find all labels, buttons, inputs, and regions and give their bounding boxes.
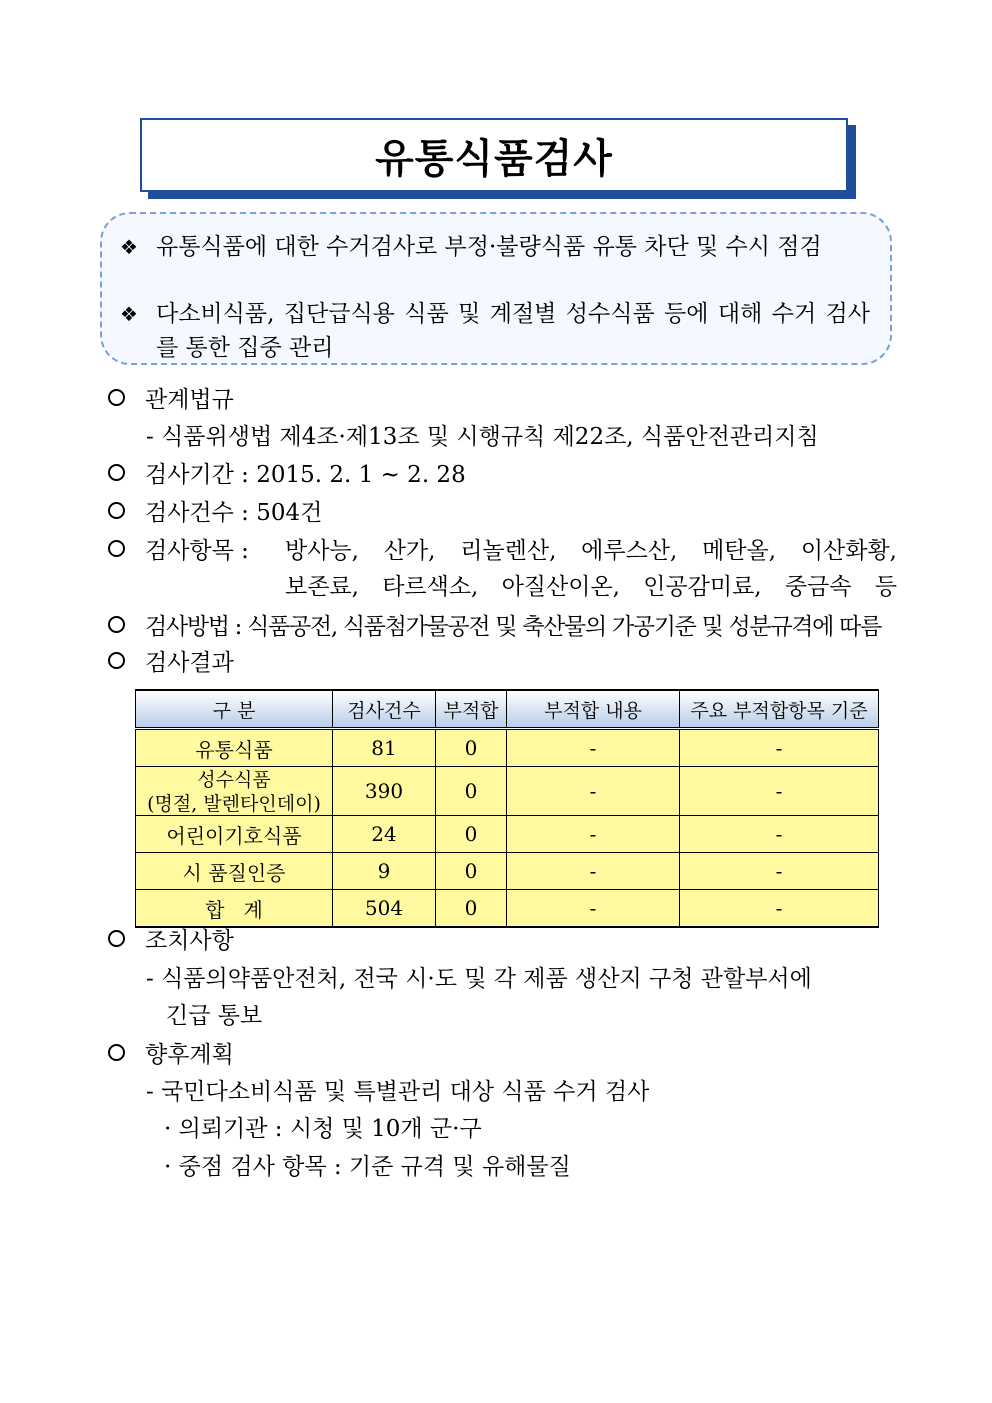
- item-entry: 등: [874, 574, 897, 600]
- result-label: 검사결과: [145, 650, 234, 676]
- item-entry: 타르색소,: [382, 574, 479, 600]
- circle-icon: [108, 540, 125, 557]
- cell-count: 504: [333, 890, 436, 928]
- cell-content: -: [507, 890, 680, 928]
- table-row: [136, 816, 879, 853]
- cell-fail: 0: [436, 729, 507, 767]
- result-table: [135, 689, 879, 928]
- summary-box: [100, 212, 892, 365]
- cell-standard: -: [680, 767, 879, 816]
- section-result: [108, 647, 234, 679]
- section-plan: [108, 1039, 234, 1071]
- section-legal: [108, 384, 234, 416]
- items-line-2: [285, 571, 897, 603]
- cell-content: -: [507, 853, 680, 890]
- header-standard: 주요 부적합항목 기준: [680, 690, 879, 729]
- cell-count: 9: [333, 853, 436, 890]
- count-text: 검사건수 : 504건: [145, 500, 323, 526]
- circle-icon: [108, 652, 125, 669]
- title-box: [140, 118, 848, 192]
- summary-text: 다소비식품, 집단급식용 식품 및 계절별 성수식품 등에 대해 수거 검사를 통한 집중 관리: [156, 301, 870, 361]
- item-entry: 산가,: [383, 538, 436, 564]
- table-row: [136, 729, 879, 767]
- header-category: 구 분: [136, 690, 333, 729]
- circle-icon: [108, 464, 125, 481]
- section-count: [108, 497, 322, 529]
- cell-content: -: [507, 767, 680, 816]
- period-text: 검사기간 : 2015. 2. 1 ~ 2. 28: [145, 462, 466, 488]
- cell-fail: 0: [436, 853, 507, 890]
- table-row: [136, 853, 879, 890]
- plan-line-1: - 국민다소비식품 및 특별관리 대상 식품 수거 검사: [146, 1079, 650, 1105]
- cell-standard: -: [680, 853, 879, 890]
- circle-icon: [108, 616, 125, 633]
- table-header-row: [136, 690, 879, 729]
- method-text: 검사방법 : 식품공전, 식품첨가물공전 및 축산물의 가공기준 및 성분규격에 따름: [145, 614, 881, 640]
- circle-icon: [108, 1044, 125, 1061]
- section-action: [108, 925, 234, 957]
- title-banner: [140, 118, 848, 192]
- cell-count: 24: [333, 816, 436, 853]
- cell-fail: 0: [436, 890, 507, 928]
- item-entry: 메탄올,: [702, 538, 777, 564]
- summary-item: [120, 297, 870, 365]
- legal-detail: - 식품위생법 제4조·제13조 및 시행규칙 제22조, 식품안전관리지침: [146, 424, 819, 450]
- page-title: 유통식품검사: [375, 135, 613, 182]
- category-name: 성수식품: [197, 769, 271, 791]
- action-label: 조치사항: [145, 928, 234, 954]
- diamond-cluster-icon: ❖: [120, 302, 138, 326]
- section-period: [108, 459, 466, 491]
- action-line-2: 긴급 통보: [166, 1003, 263, 1029]
- cell-category: 합 계: [136, 890, 333, 928]
- table-row: [136, 767, 879, 816]
- item-entry: 아질산이온,: [501, 574, 620, 600]
- cell-count: 390: [333, 767, 436, 816]
- cell-fail: 0: [436, 816, 507, 853]
- item-entry: 에루스산,: [581, 538, 678, 564]
- cell-content: -: [507, 729, 680, 767]
- items-label: 검사항목 :: [145, 538, 249, 564]
- legal-label: 관계법규: [145, 387, 234, 413]
- cell-category: [136, 767, 333, 816]
- cell-standard: -: [680, 890, 879, 928]
- circle-icon: [108, 502, 125, 519]
- header-fail: 부적합: [436, 690, 507, 729]
- item-entry: 이산화황,: [800, 538, 897, 564]
- header-count: 검사건수: [333, 690, 436, 729]
- items-line-1: [285, 535, 897, 567]
- cell-count: 81: [333, 729, 436, 767]
- cell-category: 시 품질인증: [136, 853, 333, 890]
- diamond-cluster-icon: ❖: [120, 235, 138, 259]
- table-total-row: [136, 890, 879, 928]
- circle-icon: [108, 930, 125, 947]
- cell-fail: 0: [436, 767, 507, 816]
- item-entry: 중금속: [784, 574, 852, 600]
- cell-category: 유통식품: [136, 729, 333, 767]
- plan-line-3: · 중점 검사 항목 : 기준 규격 및 유해물질: [164, 1154, 571, 1180]
- item-entry: 보존료,: [285, 574, 359, 600]
- item-entry: 인공감미료,: [643, 574, 762, 600]
- header-content: 부적합 내용: [507, 690, 680, 729]
- summary-text: 유통식품에 대한 수거검사로 부정·불량식품 유통 차단 및 수시 점검: [156, 234, 822, 260]
- plan-line-2: · 의뢰기관 : 시청 및 10개 군·구: [164, 1116, 482, 1142]
- cell-standard: -: [680, 729, 879, 767]
- circle-icon: [108, 389, 125, 406]
- summary-item: [120, 230, 870, 264]
- action-line-1: - 식품의약품안전처, 전국 시·도 및 각 제품 생산지 구청 관할부서에: [146, 966, 812, 992]
- item-entry: 방사능,: [285, 538, 359, 564]
- cell-content: -: [507, 816, 680, 853]
- category-sub: (명절, 발렌타인데이): [147, 793, 321, 815]
- plan-label: 향후계획: [145, 1042, 234, 1068]
- section-items: [108, 535, 249, 567]
- cell-standard: -: [680, 816, 879, 853]
- item-entry: 리놀렌산,: [460, 538, 557, 564]
- cell-category: 어린이기호식품: [136, 816, 333, 853]
- section-method: [108, 611, 881, 643]
